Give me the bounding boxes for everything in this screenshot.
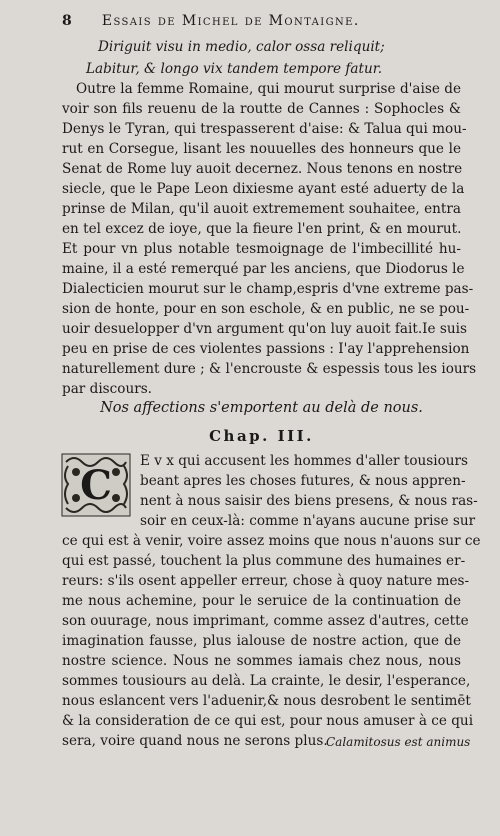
running-header xyxy=(62,8,462,34)
text-line: Et pour vn plus notable tesmoignage de l'imbecillité hu- xyxy=(62,241,461,257)
text-line: Denys le Tyran, qui trespasserent d'aise: & Talua qui mou- xyxy=(62,121,467,137)
text-line: & la consideration de ce qui est, pour nous amuser à ce qui xyxy=(62,713,474,729)
text-line: uoir desuelopper d'vn argument qu'on luy auoit fait.Ie suis xyxy=(62,321,467,337)
text-line: ce qui est à venir, voire assez moins que nous n'auons sur ce xyxy=(62,533,481,549)
text-line: qui est passé, touchent la plus commune des humaines er- xyxy=(62,553,466,569)
text-line: Senat de Rome luy auoit decernez. Nous tenons en nostre xyxy=(62,161,463,177)
text-line: en tel excez de ioye, que la fieure l'en print, & en mourut. xyxy=(62,221,462,237)
text-line: peu en prise de ces violentes passions : I'ay l'apprehension xyxy=(62,341,470,357)
initial-letter: C xyxy=(80,462,112,509)
chapter-heading: Chap. III. xyxy=(209,427,314,445)
text-line: prinse de Milan, qu'il auoit extremement souhaitee, entra xyxy=(62,201,461,217)
text-line: beant apres les choses futures, & nous appren- xyxy=(140,473,466,489)
text-line: Dialecticien mourut sur le champ,espris d'vne extreme pas- xyxy=(62,281,474,297)
text-line: rut en Corsegue, lisant les nouuelles des honneurs que le xyxy=(62,141,461,157)
text-line: E v x qui accusent les hommes d'aller tousiours xyxy=(140,453,468,469)
text-line: siecle, que le Pape Leon dixiesme ayant esté aduerty de la xyxy=(62,181,465,197)
text-line: nent à nous saisir des biens presens, & nous ras- xyxy=(140,493,478,509)
text-line: naturellement dure ; & l'encrouste & espessis tous les iours xyxy=(62,361,477,377)
text-line: son ouurage, nous imprimant, comme assez d'autres, cette xyxy=(62,613,469,629)
text-line: imagination fausse, plus ialouse de nostre action, que de xyxy=(62,633,461,649)
text-line: sommes tousiours au delà. La crainte, le desir, l'esperance, xyxy=(62,673,471,689)
ornamental-initial xyxy=(60,452,132,518)
text-line: maine, il a esté remerqué par les anciens, que Diodorus le xyxy=(62,261,465,277)
text-line: me nous achemine, pour le seruice de la continuation de xyxy=(62,593,461,609)
text-line: soir en ceux-là: comme n'ayans aucune prise sur xyxy=(140,513,476,529)
text-line: sera, voire quand nous ne serons plus. xyxy=(62,733,328,749)
verse-line: Labitur, & longo vix tandem tempore fatur. xyxy=(86,61,383,77)
running-title: Essais de Michel de Montaigne. xyxy=(101,13,360,29)
text-line: reurs: s'ils osent appeller erreur, chose à quoy nature mes- xyxy=(62,573,470,589)
section-title: Nos affections s'emportent au delà de nous. xyxy=(100,400,423,416)
text-line: nostre science. Nous ne sommes iamais chez nous, nous xyxy=(62,653,461,669)
page-number: 8 xyxy=(62,13,74,29)
text-line: voir son fils reuenu de la routte de Cannes : Sophocles & xyxy=(62,101,461,117)
text-line: par discours. xyxy=(62,381,152,397)
verse-line: Diriguit visu in medio, calor ossa reliquit; xyxy=(98,39,385,55)
ornament-icon xyxy=(60,452,132,518)
text-line: nous eslancent vers l'aduenir,& nous desrobent le sentimēt xyxy=(62,693,471,709)
text-line: Outre la femme Romaine, qui mourut surprise d'aise de xyxy=(76,81,461,97)
catchword: Calamitosus est animus xyxy=(326,735,471,749)
text-line: sion de honte, pour en son eschole, & en public, ne se pou- xyxy=(62,301,470,317)
